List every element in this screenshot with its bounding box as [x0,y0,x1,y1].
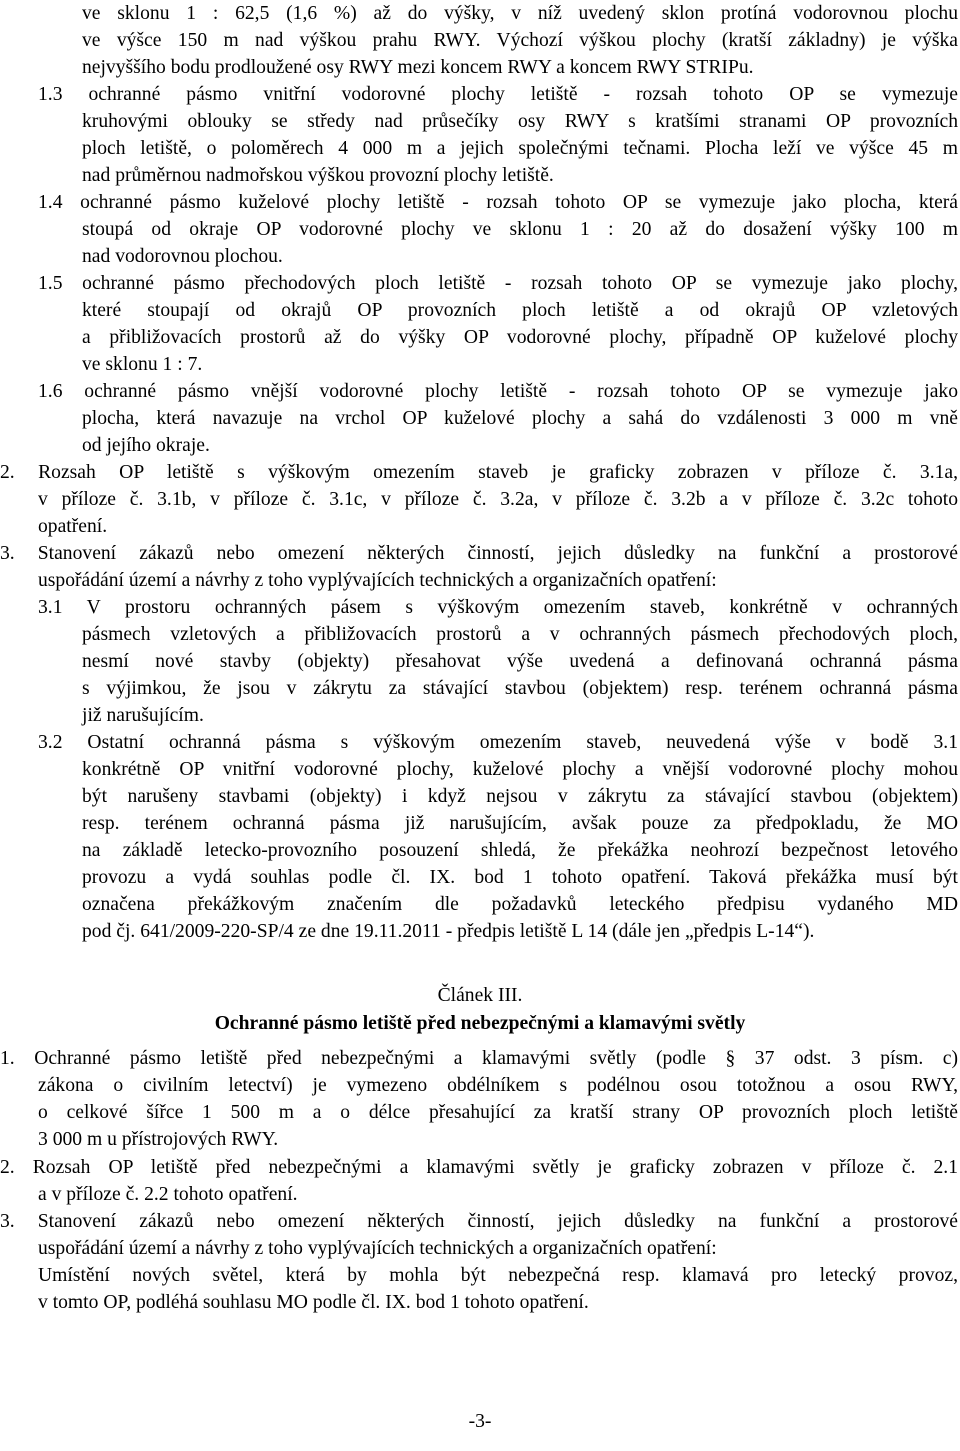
text-line: 3. Stanovení zákazů nebo omezení některých činností, jejich důsledky na funkční a prostorové [0,1211,958,1232]
text-line: resp. terénem ochranná pásma již narušujícím, avšak pouze za předpokladu, že MO [82,813,958,834]
text-line: s výjimkou, že jsou v zákrytu za stávající stavbou (objektem) resp. terénem ochranná pásma [82,678,958,699]
text-line: 2. Rozsah OP letiště s výškovým omezením staveb je graficky zobrazen v příloze č. 3.1a, [0,462,958,483]
article-title: Ochranné pásmo letiště před nebezpečnými a klamavými světly [214,1013,746,1034]
paragraph-2 [0,459,958,540]
text-line: kruhovými oblouky se středy nad průsečíky osy RWY s kratšími stranami OP provozních [82,111,958,132]
text-line: 3. Stanovení zákazů nebo omezení některých činností, jejich důsledky na funkční a prostorové [0,543,958,564]
text-line: od jejího okraje. [82,435,210,456]
paragraph-1-5 [38,270,958,378]
text-line: označena překážkovým značením dle požadavků leteckého předpisu vydaného MD [82,894,958,915]
text-line: 1.4 ochranné pásmo kuželové plochy letiště - rozsah tohoto OP se vymezuje jako plocha, která [38,192,958,213]
article-3-paragraph-3 [0,1208,958,1316]
article-3-paragraph-1 [0,1045,958,1153]
text-line: již narušujícím. [82,705,204,726]
text-line: 3.2 Ostatní ochranná pásma s výškovým omezením staveb, neuvedená výše v bodě 3.1 [38,732,958,753]
paragraph-3-2 [38,729,958,945]
text-line: ve sklonu 1 : 7. [82,354,203,375]
paragraph-3-1 [38,594,958,729]
text-line: které stoupají od okrajů OP provozních ploch letiště a od okrajů OP vzletových [82,300,958,321]
text-line: 3 000 m u přístrojových RWY. [38,1129,279,1150]
text-line: plocha, která navazuje na vrchol OP kuželové plochy a sahá do vzdálenosti 3 000 m vně [82,408,958,429]
text-line: na základě letecko-provozního posouzení shledá, že překážka neohrozí bezpečnost letového [82,840,958,861]
text-line: v příloze č. 3.1b, v příloze č. 3.1c, v příloze č. 3.2a, v příloze č. 3.2b a v příloze č. 3.2c tohoto [38,489,958,510]
text-line: 1. Ochranné pásmo letiště před nebezpečnými a klamavými světly (podle § 37 odst. 3 písm. c) [0,1048,958,1069]
text-line: opatření. [38,516,108,537]
text-line: pod čj. 641/2009-220-SP/4 ze dne 19.11.2011 - předpis letiště L 14 (dále jen „předpis L-14“). [82,921,815,942]
text-line: o celkové šířce 1 500 m a o délce přesahující za kratší strany OP provozních ploch letiště [38,1102,958,1123]
text-line: stoupá od okraje OP vodorovné plochy ve sklonu 1 : 20 až do dosažení výšky 100 m [82,219,958,240]
paragraph-1-2-continuation [82,0,958,81]
text-line: konkrétně OP vnitřní vodorovné plochy, kuželové plochy a vnější vodorovné plochy mohou [82,759,958,780]
text-line: 1.6 ochranné pásmo vnější vodorovné plochy letiště - rozsah tohoto OP se vymezuje jako [38,381,958,402]
text-line: ve výšce 150 m nad výškou prahu RWY. Výchozí výškou plochy (kratší základny) je výška [82,30,958,51]
text-line: 2. Rozsah OP letiště před nebezpečnými a klamavými světly je graficky zobrazen v příloze č. 2.1 [0,1157,958,1178]
paragraph-3 [0,540,958,594]
paragraph-1-4 [38,189,958,270]
text-line: ploch letiště, o poloměrech 4 000 m a jejich společnými tečnami. Plocha leží ve výšce 45 m [82,138,958,159]
text-line: uspořádání území a návrhy z toho vyplývajících technických a organizačních opatření: [38,570,717,591]
text-line: ve sklonu 1 : 62,5 (1,6 %) až do výšky, v níž uvedený sklon protíná vodorovnou plochu [82,3,958,24]
text-line: a přibližovacích prostorů až do výšky OP vodorovné plochy, případně OP kuželové plochy [82,327,958,348]
text-line: Umístění nových světel, která by mohla být nebezpečná resp. klamavá pro letecký provoz, [38,1265,958,1286]
article-number: Článek III. [437,985,523,1006]
page-number: -3- [468,1411,492,1432]
text-line: zákona o civilním letectví) je vymezeno obdélníkem s podélnou osou totožnou a osou RWY, [38,1075,958,1096]
text-line: být narušeny stavbami (objekty) i když nejsou v zákrytu za stávající stavbou (objektem) [82,786,958,807]
text-line: nesmí nové stavby (objekty) přesahovat výše uvedená a definovaná ochranná pásma [82,651,958,672]
article-3-paragraph-2 [0,1154,958,1208]
paragraph-1-3 [38,81,958,189]
text-line: v tomto OP, podléhá souhlasu MO podle čl. IX. bod 1 tohoto opatření. [38,1292,589,1313]
paragraph-1-6 [38,378,958,459]
text-line: 1.3 ochranné pásmo vnitřní vodorovné plochy letiště - rozsah tohoto OP se vymezuje [38,84,958,105]
text-line: uspořádání území a návrhy z toho vyplývajících technických a organizačních opatření: [38,1238,717,1259]
text-line: pásmech vzletových a přibližovacích prostorů a v ochranných pásmech přechodových ploch, [82,624,958,645]
text-line: 3.1 V prostoru ochranných pásem s výškovým omezením staveb, konkrétně v ochranných [38,597,958,618]
text-line: nad vodorovnou plochou. [82,246,283,267]
text-line: nad průměrnou nadmořskou výškou provozní plochy letiště. [82,165,554,186]
text-line: 1.5 ochranné pásmo přechodových ploch letiště - rozsah tohoto OP se vymezuje jako plochy, [38,273,958,294]
text-line: nejvyššího bodu prodloužené osy RWY mezi koncem RWY a koncem RWY STRIPu. [82,57,754,78]
text-line: provozu a vydá souhlas podle čl. IX. bod 1 tohoto opatření. Taková překážka musí být [82,867,958,888]
text-line: a v příloze č. 2.2 tohoto opatření. [38,1184,298,1205]
